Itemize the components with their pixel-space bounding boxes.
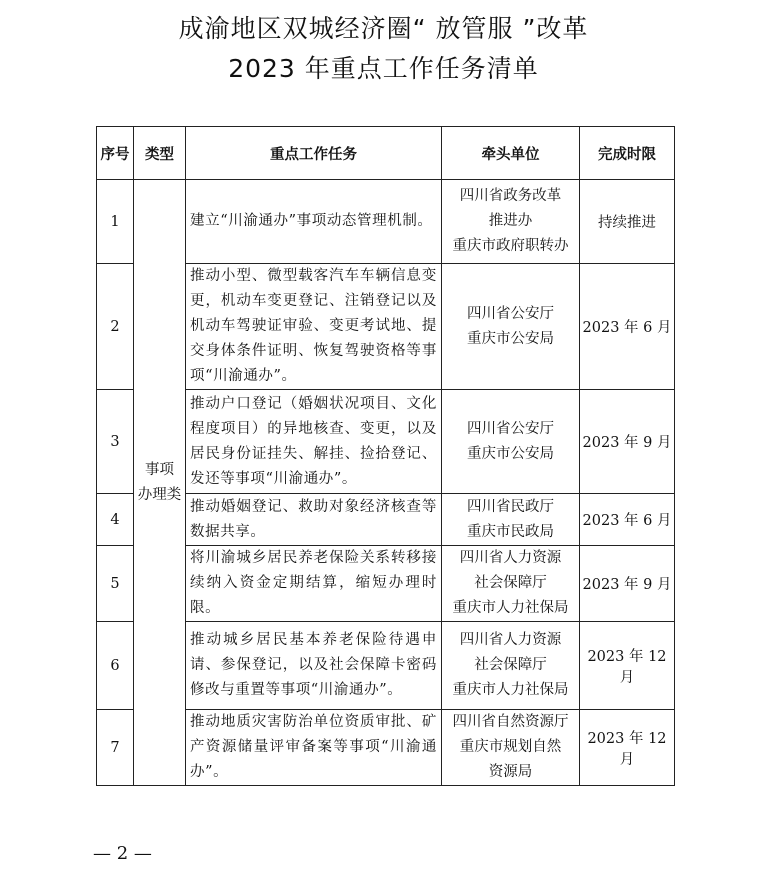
document-title-line2: 2023 年重点工作任务清单 [228,54,539,83]
lead-line: 重庆市公安局 [467,330,554,347]
lead-line: 重庆市公安局 [467,445,554,462]
header-type: 类型 [134,127,186,180]
lead-line: 四川省自然资源厅 [452,714,569,730]
header-lead: 牵头单位 [442,127,580,180]
row-seq: 6 [97,622,134,710]
lead-line: 重庆市人力社保局 [452,682,569,698]
header-deadline: 完成时限 [580,127,675,180]
row-seq: 3 [97,390,134,494]
lead-line: 资源局 [488,764,533,780]
lead-line: 推进办 [488,213,533,229]
row-lead [442,622,580,710]
lead-line: 四川省公安厅 [467,420,554,437]
row-task: 推动地质灾害防治单位资质审批、矿产资源储量评审备案等事项“川渝通办”。 [186,710,442,786]
row-task: 推动婚姻登记、救助对象经济核查等数据共享。 [186,494,442,546]
row-deadline: 2023 年 9 月 [580,390,675,494]
lead-line: 社会保障厅 [474,575,547,591]
header-task: 重点工作任务 [186,127,442,180]
row-seq: 1 [97,180,134,264]
row-seq: 4 [97,494,134,546]
row-task: 推动城乡居民基本养老保险待遇申请、参保登记，以及社会保障卡密码修改与重置等事项“川渝通办”。 [186,622,442,710]
lead-line: 重庆市人力社保局 [452,600,569,616]
lead-line: 社会保障厅 [474,657,547,673]
row-task: 推动户口登记（婚姻状况项目、文化程度项目）的异地核查、变更，以及居民身份证挂失、解挂、捡拾登记、发还等事项“川渝通办”。 [186,390,442,494]
row-deadline: 2023 年 12 月 [580,622,675,710]
row-seq: 7 [97,710,134,786]
row-lead [442,710,580,786]
row-lead [442,180,580,264]
row-task: 推动小型、微型载客汽车车辆信息变更，机动车变更登记、注销登记以及机动车驾驶证审验、变更考试地、提交身体条件证明、恢复驾驶资格等事项“川渝通办”。 [186,264,442,390]
lead-line: 四川省民政厅 [467,498,554,515]
row-seq: 5 [97,546,134,622]
row-lead [442,546,580,622]
lead-line: 重庆市规划自然 [459,739,562,755]
page-number: — 2 — [93,843,152,864]
type-label-line2: 办理类 [137,486,182,503]
row-deadline: 2023 年 9 月 [580,546,675,622]
row-lead [442,390,580,494]
lead-line: 四川省人力资源 [459,632,562,648]
row-seq: 2 [97,264,134,390]
header-seq: 序号 [97,127,134,180]
row-deadline: 2023 年 12 月 [580,710,675,786]
lead-line: 四川省政务改革 [459,188,562,204]
type-cell [134,180,186,786]
type-label-line1: 事项 [145,461,174,478]
table-row [97,180,675,264]
task-table [96,126,675,786]
row-lead [442,264,580,390]
lead-line: 四川省人力资源 [459,550,562,566]
lead-line: 四川省公安厅 [467,305,554,322]
row-lead [442,494,580,546]
lead-line: 重庆市政府职转办 [452,238,569,254]
table-header-row [97,127,675,180]
document-title-line1: 成渝地区双城经济圈“ 放管服 ”改革 [178,14,589,43]
row-deadline: 2023 年 6 月 [580,494,675,546]
lead-line: 重庆市民政局 [467,523,554,540]
row-task: 建立“川渝通办”事项动态管理机制。 [186,180,442,264]
row-deadline: 持续推进 [580,180,675,264]
row-task: 将川渝城乡居民养老保险关系转移接续纳入资金定期结算，缩短办理时限。 [186,546,442,622]
row-deadline: 2023 年 6 月 [580,264,675,390]
